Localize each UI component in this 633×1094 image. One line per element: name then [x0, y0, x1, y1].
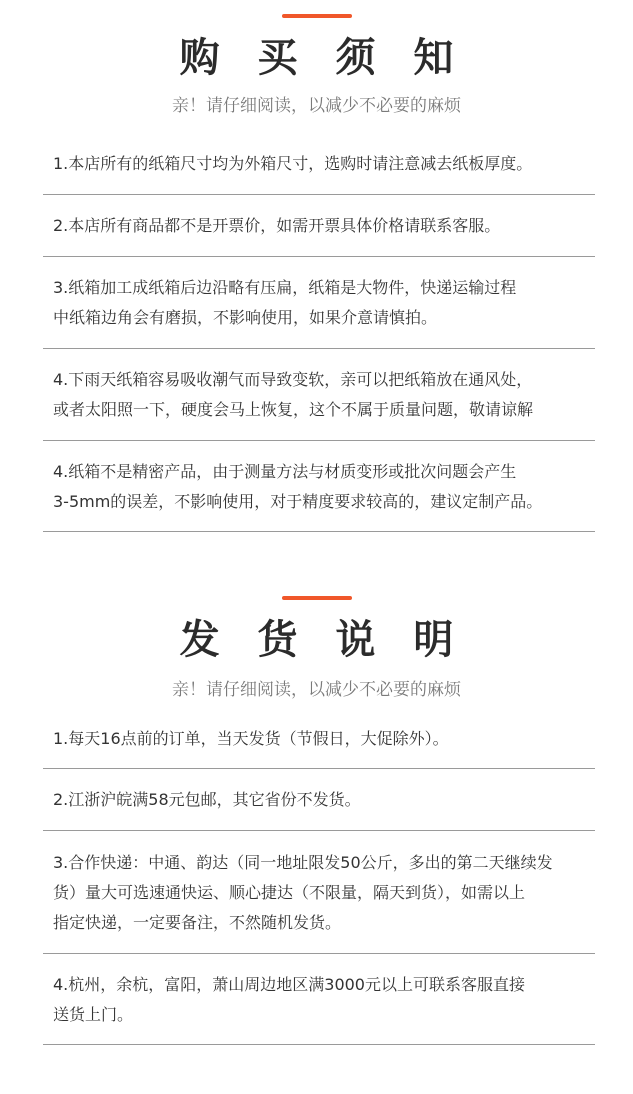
- note-line: 1.每天16点前的订单，当天发货（节假日，大促除外）。: [53, 729, 449, 748]
- accent-bar: [282, 14, 352, 18]
- accent-bar: [282, 596, 352, 600]
- shipping-notes-list: [43, 710, 595, 1045]
- note-line: 3.合作快递：中通、韵达（同一地址限发50公斤，多出的第二天继续发: [53, 853, 553, 872]
- note-item: [43, 132, 595, 195]
- purchase-notice-section: [0, 0, 633, 532]
- note-line: 4.纸箱不是精密产品，由于测量方法与材质变形或批次问题会产生: [53, 462, 517, 481]
- note-line: 4.下雨天纸箱容易吸收潮气而导致变软，亲可以把纸箱放在通风处，: [53, 370, 533, 389]
- note-line: 3-5mm的误差，不影响使用，对于精度要求较高的，建议定制产品。: [53, 492, 543, 511]
- note-line: 2.本店所有商品都不是开票价，如需开票具体价格请联系客服。: [53, 216, 501, 235]
- note-item: [43, 710, 595, 769]
- note-item: [43, 769, 595, 831]
- shipping-title: 发 货 说 明: [179, 617, 466, 663]
- note-line: 2.江浙沪皖满58元包邮，其它省份不发货。: [53, 790, 361, 809]
- note-line: 3.纸箱加工成纸箱后边沿略有压扁，纸箱是大物件，快递运输过程: [53, 278, 517, 297]
- note-item: [43, 195, 595, 257]
- note-line: 指定快递，一定要备注，不然随机发货。: [53, 913, 342, 932]
- note-line: 或者太阳照一下，硬度会马上恢复，这个不属于质量问题，敬请谅解: [53, 400, 534, 419]
- note-item: [43, 954, 595, 1045]
- note-item: [43, 831, 595, 954]
- note-line: 中纸箱边角会有磨损，不影响使用，如果介意请慎拍。: [53, 308, 438, 327]
- note-line: 送货上门。: [53, 1005, 134, 1024]
- shipping-notice-section: [0, 532, 633, 1045]
- shipping-subtitle: 亲！请仔细阅读，以减少不必要的麻烦: [172, 680, 461, 700]
- note-item: [43, 441, 595, 532]
- purchase-title: 购 买 须 知: [179, 35, 466, 81]
- note-item: [43, 257, 595, 349]
- note-line: 4.杭州，余杭，富阳，萧山周边地区满3000元以上可联系客服直接: [53, 975, 525, 994]
- note-item: [43, 349, 595, 441]
- purchase-notes-list: [43, 132, 595, 532]
- note-line: 1.本店所有的纸箱尺寸均为外箱尺寸，选购时请注意减去纸板厚度。: [53, 154, 533, 173]
- note-line: 货）量大可选速通快运、顺心捷达（不限量，隔天到货），如需以上: [53, 883, 526, 902]
- purchase-subtitle: 亲！请仔细阅读，以减少不必要的麻烦: [172, 96, 461, 116]
